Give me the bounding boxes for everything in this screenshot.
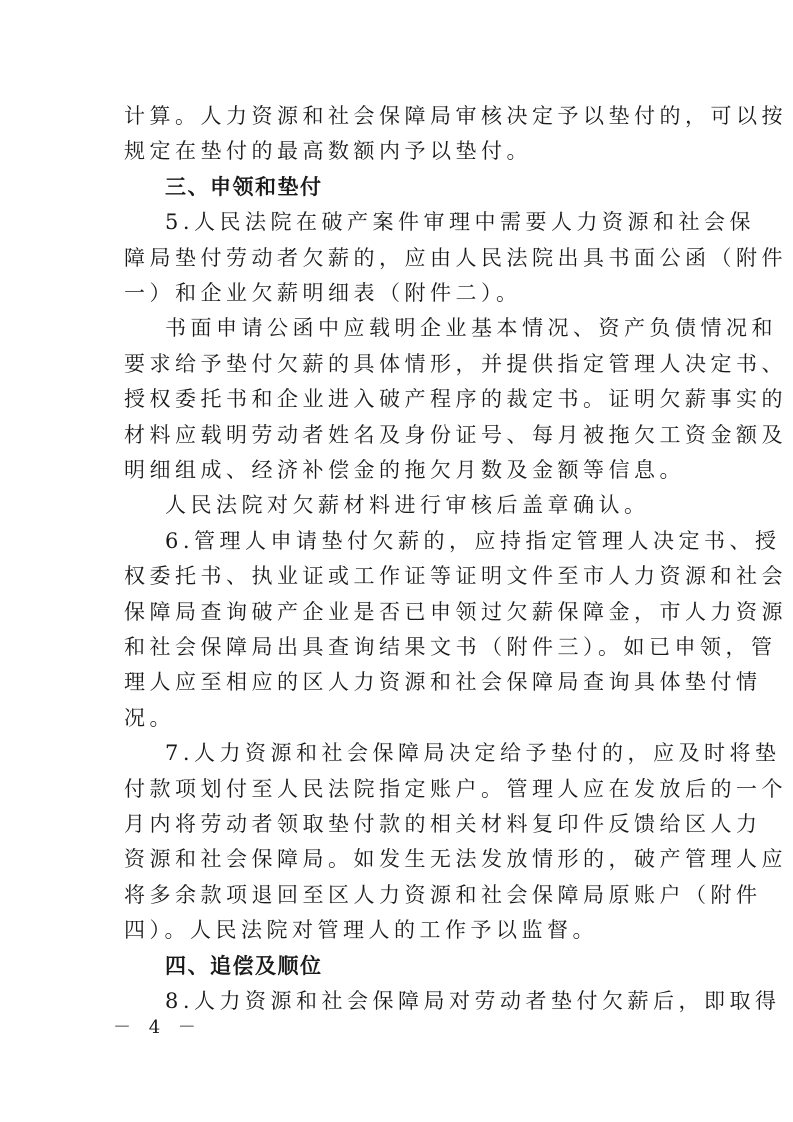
paragraph-start: 5.人民法院在破产案件审理中需要人力资源和社会保 — [165, 210, 756, 234]
page-number: － 4 － — [113, 1017, 202, 1038]
text-line: 授权委托书和企业进入破产程序的裁定书。证明欠薪事实的 — [124, 387, 787, 411]
paragraph-start: 人民法院对欠薪材料进行审核后盖章确认。 — [165, 493, 650, 517]
paragraph-start: 6.管理人申请垫付欠薪的，应持指定管理人决定书、授 — [165, 529, 781, 553]
section-heading: 四、追偿及顺位 — [165, 954, 323, 978]
text-line: 将多余款项退回至区人力资源和社会保障局原账户（附件 — [124, 883, 762, 907]
paragraph-start: 8.人力资源和社会保障局对劳动者垫付欠薪后，即取得 — [165, 989, 781, 1013]
text-line: 月内将劳动者领取垫付款的相关材料复印件反馈给区人力 — [124, 812, 762, 836]
text-line: 付款项划付至人民法院指定账户。管理人应在发放后的一个 — [124, 777, 787, 801]
text-line: 材料应载明劳动者姓名及身份证号、每月被拖欠工资金额及 — [124, 423, 787, 447]
text-line: 障局垫付劳动者欠薪的，应由人民法院出具书面公函（附件 — [124, 246, 787, 270]
text-line: 保障局查询破产企业是否已申领过欠薪保障金，市人力资源 — [124, 600, 787, 624]
text-line: 规定在垫付的最高数额内予以垫付。 — [124, 139, 532, 163]
text-line: 四）。人民法院对管理人的工作予以监督。 — [124, 918, 598, 942]
text-line: 和社会保障局出具查询结果文书（附件三）。如已申领，管 — [124, 635, 777, 659]
text-line: 明细组成、经济补偿金的拖欠月数及金额等信息。 — [124, 458, 685, 482]
text-line: 权委托书、执业证或工作证等证明文件至市人力资源和社会 — [124, 564, 787, 588]
text-line: 要求给予垫付欠薪的具体情形，并提供指定管理人决定书、 — [124, 352, 787, 376]
text-line: 一）和企业欠薪明细表（附件二）。 — [124, 281, 522, 305]
text-line: 计算。人力资源和社会保障局审核决定予以垫付的，可以按 — [124, 104, 787, 128]
text-line: 资源和社会保障局。如发生无法发放情形的，破产管理人应 — [124, 847, 787, 871]
text-line: 况。 — [124, 706, 175, 730]
section-heading: 三、申领和垫付 — [165, 175, 323, 199]
paragraph-start: 7.人力资源和社会保障局决定给予垫付的，应及时将垫 — [165, 741, 781, 765]
paragraph-start: 书面申请公函中应载明企业基本情况、资产负债情况和 — [165, 316, 777, 340]
text-line: 理人应至相应的区人力资源和社会保障局查询具体垫付情 — [124, 670, 762, 694]
